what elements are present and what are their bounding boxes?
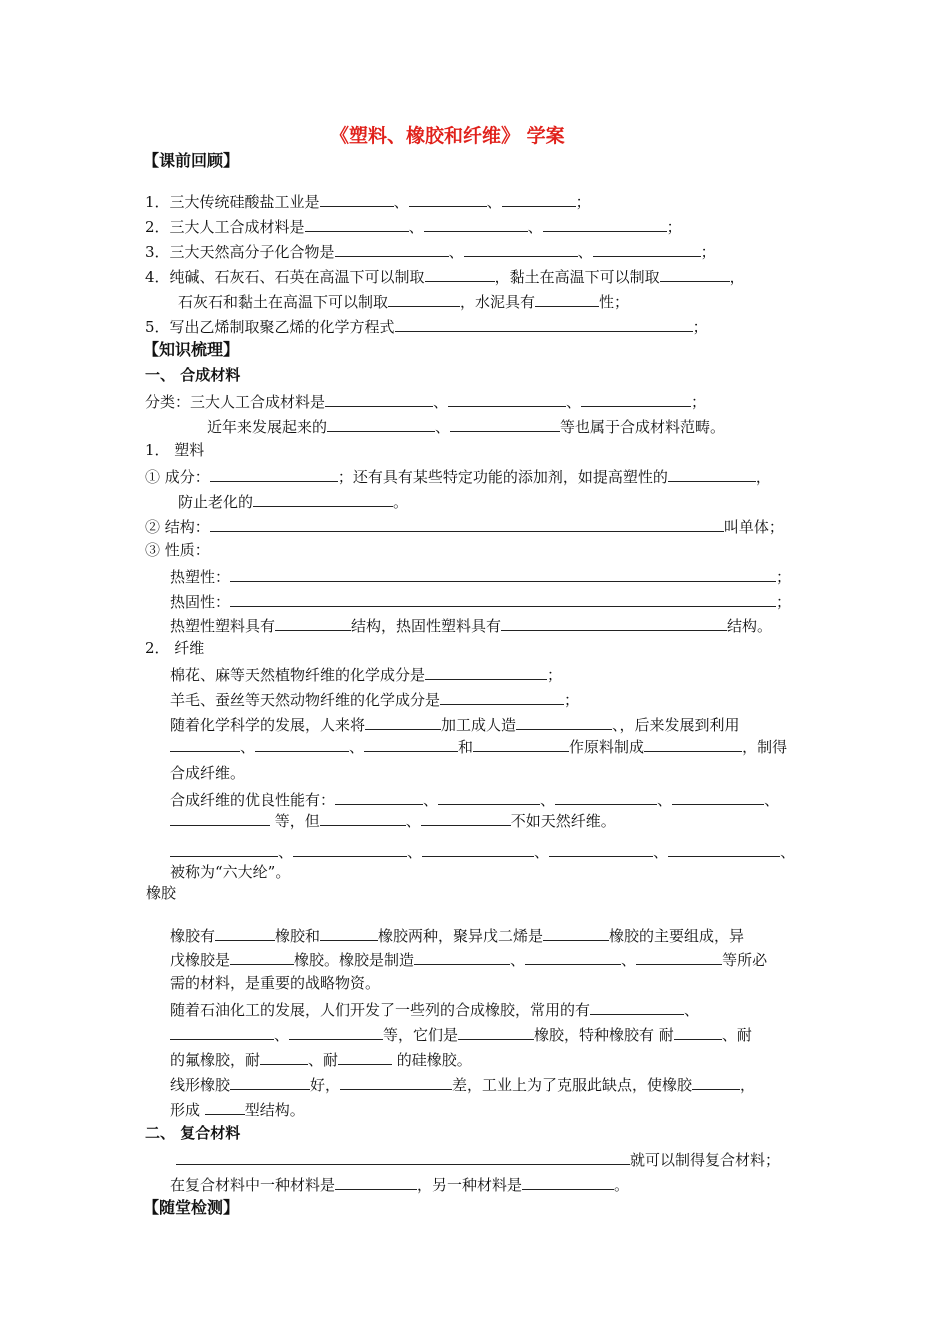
subheading-synthetic-materials: 一、 合成材料	[145, 366, 241, 384]
thermoplastic-line: 热塑性： ；	[170, 565, 791, 587]
blank[interactable]	[590, 998, 684, 1015]
page-title: 《塑料、橡胶和纤维》 学案	[330, 125, 565, 147]
fiber-development-cont: 、 、 和 作原料制成 ，制得	[170, 735, 787, 757]
blank[interactable]	[210, 465, 338, 482]
question-5: 5．写出乙烯制取聚乙烯的化学方程式 ；	[145, 315, 708, 337]
classification-line: 分类：三大人工合成材料是 、 、 ；	[145, 390, 706, 412]
blank[interactable]	[170, 809, 270, 826]
rubber-types-line: 橡胶有 橡胶和 橡胶两种，聚异戊二烯是 橡胶的主要组成，异	[170, 924, 744, 946]
question-4-cont: 石灰石和黏土在高温下可以制取 ，水泥具有 性；	[178, 290, 629, 312]
synthetic-rubber-line: 随着石油化工的发展，人们开发了一些列的合成橡胶，常用的有 、	[170, 998, 699, 1020]
question-4: 4．纯碱、石灰石、石英在高温下可以制取 ，黏土在高温下可以制取 ，	[145, 265, 745, 287]
blank[interactable]	[388, 290, 460, 307]
blank[interactable]	[320, 809, 406, 826]
blank[interactable]	[440, 688, 564, 705]
fibers-heading: 2． 纤维	[145, 639, 205, 657]
question-3: 3．三大天然高分子化合物是 、 、 ；	[145, 240, 716, 262]
blank[interactable]	[230, 948, 294, 965]
blank[interactable]	[543, 924, 609, 941]
plastics-composition: ① 成分： ；还有具有某些特定功能的添加剂，如提高塑性的 ，	[145, 465, 771, 487]
blank[interactable]	[425, 663, 547, 680]
blank[interactable]	[340, 1073, 452, 1090]
blank[interactable]	[501, 614, 727, 631]
blank[interactable]	[260, 1048, 308, 1065]
blank[interactable]	[644, 735, 742, 752]
blank[interactable]	[692, 1073, 740, 1090]
rubber-heading: 橡胶	[146, 884, 177, 902]
blank[interactable]	[421, 809, 511, 826]
blank[interactable]	[176, 1148, 630, 1165]
blank[interactable]	[535, 290, 599, 307]
plastics-composition-cont: 防止老化的 。	[178, 490, 408, 512]
blank[interactable]	[438, 788, 540, 805]
fiber-development-end: 合成纤维。	[170, 764, 246, 782]
section-heading-quiz: 【随堂检测】	[143, 1198, 240, 1217]
blank[interactable]	[448, 390, 566, 407]
fiber-development-line: 随着化学科学的发展，人来将 加工成人造 、，后来发展到利用	[170, 713, 740, 735]
blank[interactable]	[335, 1173, 417, 1190]
blank[interactable]	[210, 515, 724, 532]
blank[interactable]	[325, 390, 433, 407]
plastics-structure-compare: 热塑性塑料具有 结构，热固性塑料具有 结构。	[170, 614, 772, 636]
blank[interactable]	[473, 735, 569, 752]
blank[interactable]	[555, 788, 657, 805]
blank[interactable]	[458, 1023, 534, 1040]
blank[interactable]	[522, 1173, 614, 1190]
blank[interactable]	[543, 215, 667, 232]
composite-line: 就可以制得复合材料；	[176, 1148, 780, 1170]
blank[interactable]	[365, 713, 441, 730]
blank[interactable]	[549, 840, 653, 857]
six-fibers-line: 、 、 、 、 、	[170, 840, 795, 862]
linear-rubber-line: 线形橡胶 好， 差，工业上为了克服此缺点，使橡胶 ，	[170, 1073, 755, 1095]
blank[interactable]	[335, 240, 449, 257]
blank[interactable]	[464, 240, 578, 257]
animal-fiber-line: 羊毛、蚕丝等天然动物纤维的化学成分是 ；	[170, 688, 579, 710]
recent-materials-line: 近年来发展起来的 、 等也属于合成材料范畴。	[207, 415, 725, 437]
blank[interactable]	[668, 465, 756, 482]
synthetic-rubber-end: 的氟橡胶，耐 、耐 的硅橡胶。	[170, 1048, 472, 1070]
rubber-types-end: 需的材料，是重要的战略物资。	[170, 974, 381, 992]
rubber-types-cont: 戊橡胶是 橡胶。橡胶是制造 、 、 等所必	[170, 948, 767, 970]
thermoset-line: 热固性： ；	[170, 590, 791, 612]
synthetic-rubber-cont: 、 等，它们是 橡胶，特种橡胶有 耐 、耐	[170, 1023, 752, 1045]
fiber-advantages-line: 合成纤维的优良性能有： 、 、 、 、	[170, 788, 779, 810]
blank[interactable]	[660, 265, 730, 282]
blank[interactable]	[293, 840, 407, 857]
plant-fiber-line: 棉花、麻等天然植物纤维的化学成分是 ；	[170, 663, 562, 685]
blank[interactable]	[395, 315, 693, 332]
blank[interactable]	[424, 215, 528, 232]
blank[interactable]	[425, 265, 495, 282]
blank[interactable]	[230, 1073, 310, 1090]
blank[interactable]	[170, 735, 240, 752]
section-heading-knowledge: 【知识梳理】	[143, 340, 240, 359]
blank[interactable]	[327, 415, 435, 432]
six-fibers-label: 被称为“六大纶”。	[170, 863, 291, 881]
blank[interactable]	[338, 1048, 392, 1065]
blank[interactable]	[230, 590, 776, 607]
section-heading-review: 【课前回顾】	[143, 151, 240, 170]
blank[interactable]	[320, 924, 378, 941]
blank[interactable]	[502, 190, 576, 207]
blank[interactable]	[414, 948, 510, 965]
blank[interactable]	[636, 948, 722, 965]
blank[interactable]	[672, 788, 764, 805]
blank[interactable]	[668, 840, 780, 857]
blank[interactable]	[525, 948, 621, 965]
blank[interactable]	[215, 924, 275, 941]
plastics-heading: 1． 塑料	[145, 441, 205, 459]
blank[interactable]	[593, 240, 701, 257]
blank[interactable]	[409, 190, 487, 207]
blank[interactable]	[305, 215, 409, 232]
composite-components-line: 在复合材料中一种材料是 ，另一种材料是 。	[170, 1173, 629, 1195]
blank[interactable]	[422, 840, 534, 857]
blank[interactable]	[255, 735, 349, 752]
blank[interactable]	[581, 390, 691, 407]
blank[interactable]	[450, 415, 560, 432]
question-1: 1．三大传统硅酸盐工业是 、 、 ；	[145, 190, 591, 212]
blank[interactable]	[205, 1098, 245, 1115]
question-2: 2．三大人工合成材料是 、 、 ；	[145, 215, 682, 237]
blank[interactable]	[230, 565, 776, 582]
blank[interactable]	[275, 614, 351, 631]
fiber-advantages-cont: 等，但 、 不如天然纤维。	[170, 809, 616, 831]
blank[interactable]	[253, 490, 393, 507]
plastics-properties: ③ 性质：	[145, 541, 210, 559]
blank[interactable]	[289, 1023, 383, 1040]
linear-rubber-cont: 形成 型结构。	[170, 1098, 305, 1120]
blank[interactable]	[674, 1023, 722, 1040]
blank[interactable]	[170, 840, 278, 857]
subheading-composite-materials: 二、 复合材料	[145, 1124, 241, 1142]
blank[interactable]	[516, 713, 612, 730]
blank[interactable]	[170, 1023, 274, 1040]
blank[interactable]	[320, 190, 394, 207]
blank[interactable]	[335, 788, 423, 805]
blank[interactable]	[364, 735, 458, 752]
plastics-structure: ② 结构： 叫单体；	[145, 515, 784, 537]
